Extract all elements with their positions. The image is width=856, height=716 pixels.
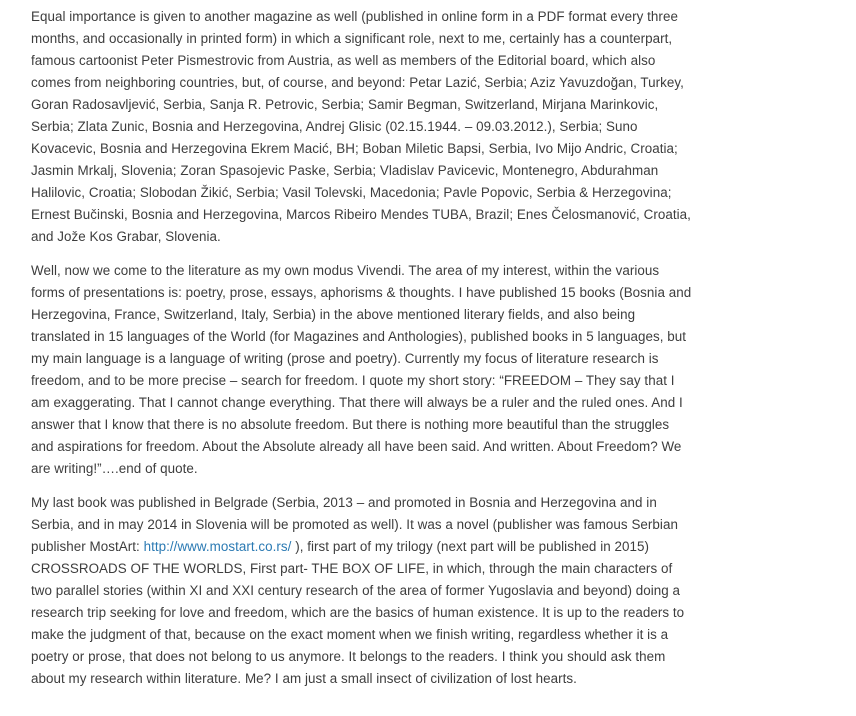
paragraph-magazine: Equal importance is given to another magazine as well (published in online form in a PDF format every three months, and occasionally in printed form) in which a significant role, next to me, certainly has a counterpart, famous cartoonist Peter Pismestrovic from Austria, as well as members of the Editorial board, which also comes from neighboring countries, but, of course, and beyond: Petar Lazić, Serbia; Aziz Yavuzdoğan, Turkey, Goran Radosavljević, Serbia, Sanja R. Petrovic, Serbia; Samir Begman, Switzerland, Mirjana Marinkovic, Serbia; Zlata Zunic, Bosnia and Herzegovina, Andrej Glisic (02.15.1944. – 09.03.2012.), Serbia; Suno Kovacevic, Bosnia and Herzegovina Ekrem Macić, BH; Boban Miletic Bapsi, Serbia, Ivo Mijo Andric, Croatia; Jasmin Mrkalj, Slovenia; Zoran Spasojevic Paske, Serbia; Vladislav Pavicevic, Montenegro, Abdurahman Halilovic, Croatia; Slobodan Žikić, Serbia; Vasil Tolevski, Macedonia; Pavle Popovic, Serbia & Herzegovina; Ernest Bučinski, Bosnia and Herzegovina, Marcos Ribeiro Mendes TUBA, Brazil; Enes Čelosmanović, Croatia, and Jože Kos Grabar, Slovenia. bbox=[31, 9, 691, 244]
paragraph-literature: Well, now we come to the literature as my own modus Vivendi. The area of my interest, within the various forms of presentations is: poetry, prose, essays, aphorisms & thoughts. I have published 15 books (Bosnia and Herzegovina, France, Switzerland, Italy, Serbia) in the above mentioned literary fields, and also being translated in 15 languages of the World (for Magazines and Anthologies), published books in 5 languages, but my main language is a language of writing (prose and poetry). Currently my focus of literature research is freedom, and to be more precise – search for freedom. I quote my short story: “FREEDOM – They say that I am exaggerating. That I cannot change everything. That there will always be a ruler and the ruled ones. And I answer that I know that there is no absolute freedom. But there is nothing more beautiful than the struggles and aspirations for freedom. About the Absolute already all have been said. And written. About Freedom? We are writing!”….end of quote. bbox=[31, 263, 692, 476]
paragraph-last-book-text-2: ), first part of my trilogy (next part will be published in 2015) CROSSROADS OF THE WORLDS, First part- THE BOX OF LIFE, in which, through the main characters of two parallel stories (within XI and XXI century research of the area of former Yugoslavia and beyond) doing a research trip seeking for love and freedom, which are the basics of human existence. It is up to the readers to make the judgment of that, because on the exact moment when we finish writing, regardless whether it is a poetry or prose, that does not belong to us anymore. It belongs to the readers. I think you should ask them about my research within literature. Me? I am just a small insect of civilization of lost hearts. bbox=[31, 539, 685, 686]
article-body bbox=[31, 6, 693, 702]
mostart-link[interactable]: http://www.mostart.co.rs/ bbox=[143, 539, 292, 554]
paragraph-last-book-text-1: My last book was published in Belgrade (Serbia, 2013 – and promoted in Bosnia and Herzegovina and in Serbia, and in may 2014 in Slovenia will be promoted as well). It was a novel (publisher was famous Serbian publisher MostArt: bbox=[31, 495, 678, 554]
paragraph-last-book bbox=[31, 492, 693, 690]
